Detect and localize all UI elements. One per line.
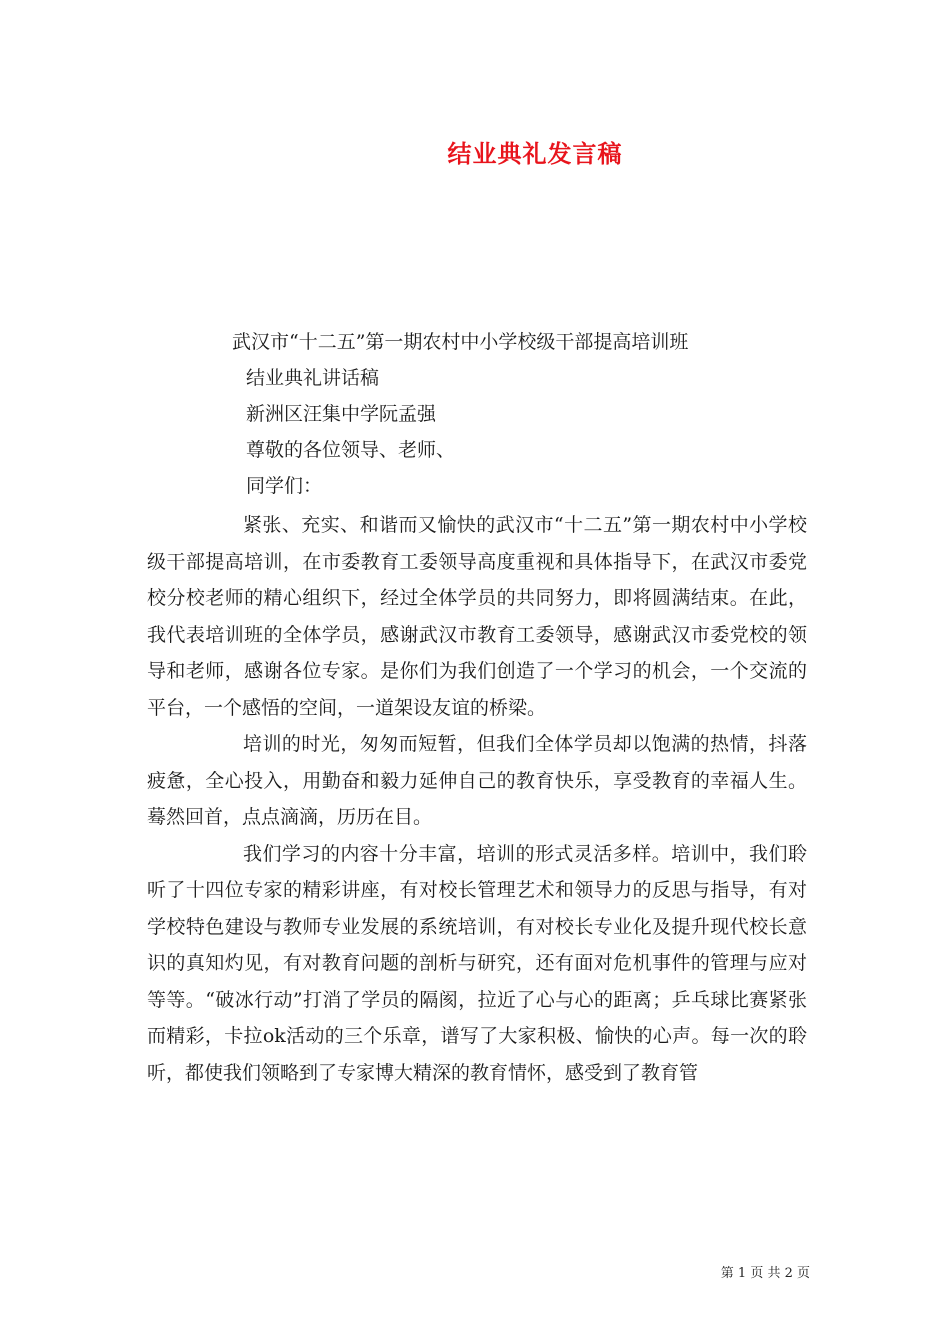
document-body xyxy=(147,507,807,1091)
header-line-author: 新洲区汪集中学阮孟强 xyxy=(246,403,437,425)
document-title: 结业典礼发言稿 xyxy=(447,139,623,168)
page-footer: 第 1 页 共 2 页 xyxy=(720,1266,810,1281)
body-paragraph: 培训的时光，匆匆而短暂，但我们全体学员却以饱满的热情，抖落疲惫，全心投入，用勤奋和毅力延伸自己的教育快乐，享受教育的幸福人生。蓦然回首，点点滴滴，历历在目。 xyxy=(147,733,807,828)
header-line-salutation-cont: 同学们： xyxy=(246,475,323,497)
header-line-course: 武汉市“十二五”第一期农村中小学校级干部提高培训班 xyxy=(232,331,689,353)
header-line-speech-type: 结业典礼讲话稿 xyxy=(246,367,380,389)
body-paragraph: 我们学习的内容十分丰富，培训的形式灵活多样。培训中，我们聆听了十四位专家的精彩讲座，有对校长管理艺术和领导力的反思与指导，有对学校特色建设与教师专业发展的系统培训，有对校长专业化及提升现代校长意识的真知灼见，有对教育问题的剖析与研究，还有面对危机事件的管理与应对等等。“破冰行动”打消了学员的隔阂，拉近了心与心的距离；乒乓球比赛紧张而精彩，卡拉ok活动的三个乐章，谱写了大家积极、愉快的心声。每一次的聆听，都使我们领略到了专家博大精深的教育情怀，感受到了教育管 xyxy=(147,842,807,1084)
header-line-salutation: 尊敬的各位领导、老师、 xyxy=(246,439,456,461)
body-paragraph: 紧张、充实、和谐而又愉快的武汉市“十二五”第一期农村中小学校级干部提高培训，在市委教育工委领导高度重视和具体指导下，在武汉市委党校分校老师的精心组织下，经过全体学员的共同努力，即将圆满结束。在此，我代表培训班的全体学员，感谢武汉市教育工委领导，感谢武汉市委党校的领导和老师，感谢各位专家。是你们为我们创造了一个学习的机会，一个交流的平台，一个感悟的空间，一道架设友谊的桥梁。 xyxy=(147,514,807,719)
